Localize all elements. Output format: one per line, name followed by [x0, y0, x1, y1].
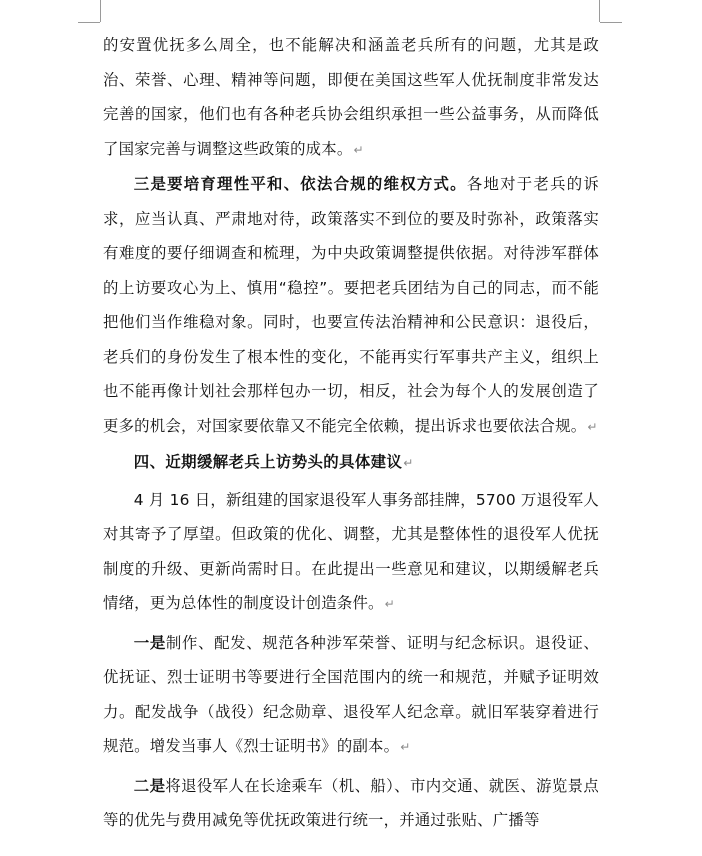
paragraph-lead-bold: 三是要培育理性平和、依法合规的维权方式。: [133, 175, 467, 193]
section-heading-text: 四、近期缓解老兵上访势头的具体建议: [133, 453, 403, 471]
paragraph-mark-icon: ↵: [384, 597, 395, 611]
document-body[interactable]: [103, 28, 599, 838]
paragraph-text: 4 月 16 日，新组建的国家退役军人事务部挂牌，5700 万退役军人对其寄予了厚望。但政策的优化、调整，尤其是整体性的退役军人优抚制度的升级、更新尚需时日。在此提出一些意见和建议，以期缓解老兵情绪，更为总体性的制度设计创造条件。: [103, 490, 599, 612]
crop-mark-top-right-horizontal: [600, 22, 622, 23]
crop-mark-top-right-vertical: [599, 0, 600, 22]
paragraph-point-three: [103, 167, 599, 444]
paragraph-intro: [103, 483, 599, 622]
paragraph-point-one: [103, 626, 599, 765]
paragraph-mark-icon: ↵: [400, 740, 411, 754]
paragraph-lead-bold: 一是: [133, 633, 166, 652]
paragraph-text: 将退役军人在长途乘车（机、船）、市内交通、就医、游览景点等的优先与费用减免等优抚政策进行统一，并通过张贴、广播等: [103, 776, 599, 829]
paragraph-mark-icon: ↵: [587, 419, 598, 434]
paragraph-text: 的安置优抚多么周全，也不能解决和涵盖老兵所有的问题，尤其是政治、荣誉、心理、精神等问题，即便在美国这些军人优抚制度非常发达完善的国家，他们也有各种老兵协会组织承担一些公益事务，从而降低了国家完善与调整这些政策的成本。: [103, 36, 599, 158]
paragraph-continuation: [103, 28, 599, 167]
section-heading: [103, 444, 599, 483]
paragraph-point-two: [103, 769, 599, 838]
crop-mark-top-left-horizontal: [78, 22, 100, 23]
paragraph-mark-icon: ↵: [403, 456, 414, 470]
paragraph-text: 制作、配发、规范各种涉军荣誉、证明与纪念标识。退役证、优抚证、烈士证明书等要进行全国范围内的统一和规范，并赋予证明效力。配发战争（战役）纪念勋章、退役军人纪念章。就旧军装穿着进行规范。增发当事人《烈士证明书》的副本。: [103, 633, 599, 755]
paragraph-mark-icon: ↵: [353, 142, 364, 157]
paragraph-text: 各地对于老兵的诉求，应当认真、严肃地对待，政策落实不到位的要及时弥补，政策落实有难度的要仔细调查和梳理，为中央政策调整提供依据。对待涉军群体的上访要攻心为上、慎用“稳控”。要把老兵团结为自己的同志，而不能把他们当作维稳对象。同时，也要宣传法治精神和公民意识：退役后，老兵们的身份发生了根本性的变化，不能再实行军事共产主义，组织上也不能再像计划社会那样包办一切，相反，社会为每个人的发展创造了更多的机会，对国家要依靠又不能完全依赖，提出诉求也要依法合规。: [103, 175, 599, 435]
paragraph-lead-bold: 二是: [133, 776, 166, 795]
crop-mark-top-left-vertical: [100, 0, 101, 22]
